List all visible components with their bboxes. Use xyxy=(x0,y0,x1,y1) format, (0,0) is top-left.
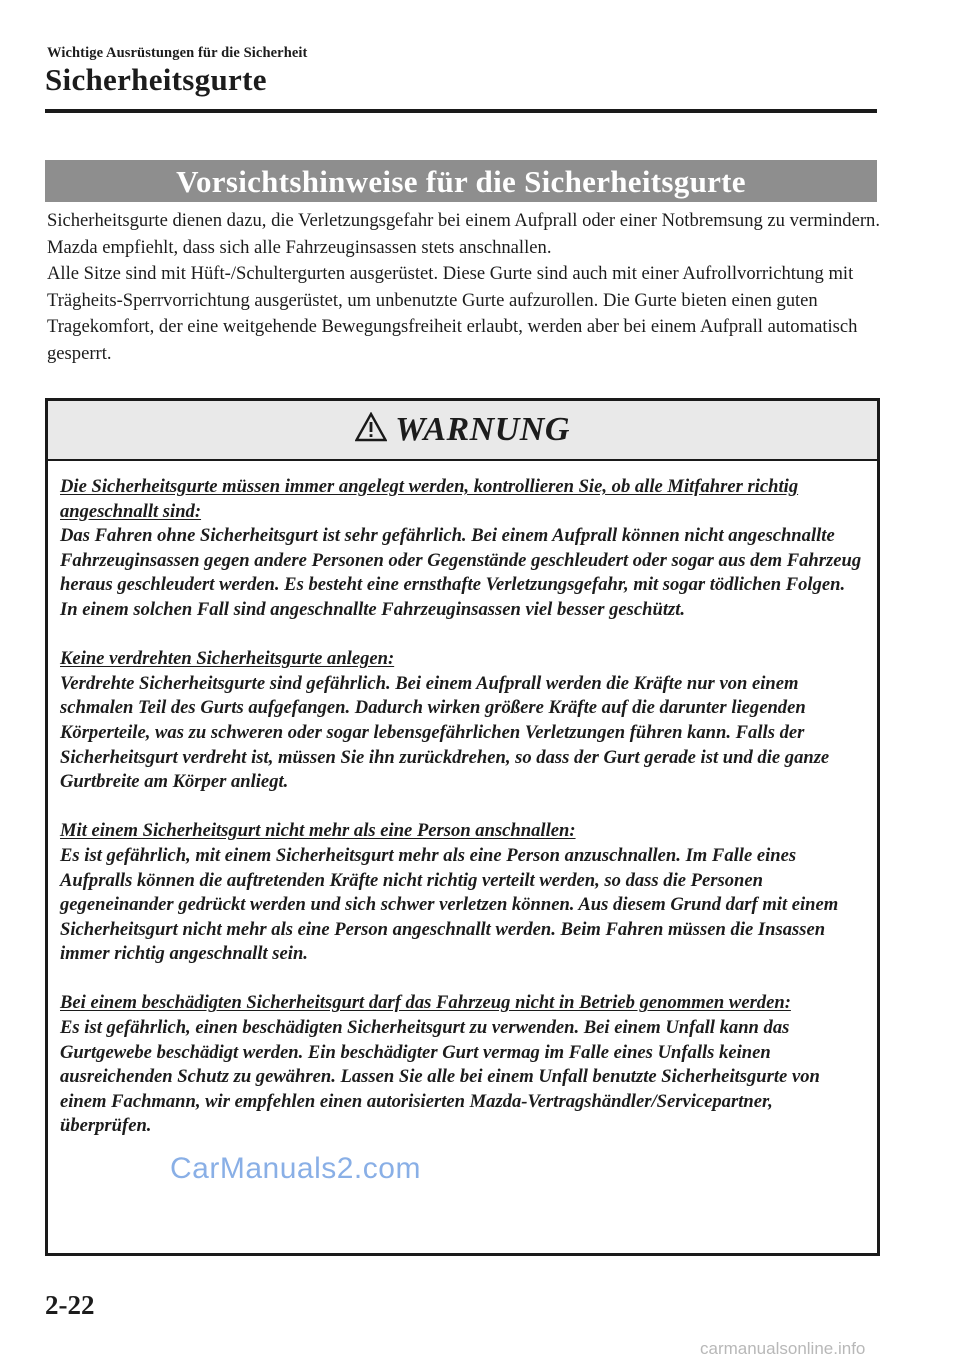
header-subtitle: Wichtige Ausrüstungen für die Sicherheit xyxy=(47,45,308,61)
warning-item xyxy=(60,647,867,795)
watermark-overlay: CarManuals2.com xyxy=(170,1152,421,1185)
warning-box xyxy=(45,398,880,1256)
header-divider xyxy=(45,109,877,113)
warning-item-heading: Bei einem beschädigten Sicherheitsgurt darf das Fahrzeug nicht in Betrieb genommen werden: xyxy=(60,992,791,1014)
warning-item-text: Das Fahren ohne Sicherheitsgurt ist sehr gefährlich. Bei einem Aufprall können nicht angeschnallte Fahrzeuginsassen gegen andere Personen oder Gegenstände geschleudert oder sogar aus dem Fahrzeug heraus geschleudert werden. Es besteht eine ernsthafte Verletzungsgefahr, mit sogar tödlichen Folgen. In einem solchen Fall sind angeschnallte Fahrzeuginsassen viel besser geschützt. xyxy=(60,525,862,620)
warning-item-text: Es ist gefährlich, einen beschädigten Sicherheitsgurt zu verwenden. Bei einem Unfall kann das Gurtgewebe beschädigt werden. Ein beschädigter Gurt vermag im Falle eines Unfalls keinen ausreichenden Schutz zu gewähren. Lassen Sie alle bei einem Unfall benutzte Sicherheitsgurte von einem Fachmann, wir empfehlen einen autorisierten Mazda-Vertragshändler/Servicepartner, überprüfen. xyxy=(60,1017,820,1137)
warning-item xyxy=(60,991,867,1139)
warning-item-heading: Keine verdrehten Sicherheitsgurte anlegen: xyxy=(60,648,395,670)
warning-body xyxy=(48,461,877,1139)
watermark-footer: carmanualsonline.info xyxy=(700,1339,866,1358)
warning-item-text: Verdrehte Sicherheitsgurte sind gefährlich. Bei einem Aufprall werden die Kräfte nur von einem schmalen Teil des Gurts aufgefangen. Dadurch wirken größere Kräfte auf die darunter liegenden Körperteile, was zu schweren oder sogar lebensgefährlichen Verletzungen führen kann. Falls der Sicherheitsgurt verdreht ist, müssen Sie ihn zurückdrehen, so dass der Gurt gerade ist und die ganze Gurtbreite am Körper anliegt. xyxy=(60,672,830,793)
warning-title: WARNUNG xyxy=(395,411,570,448)
intro-paragraph: Sicherheitsgurte dienen dazu, die Verletzungsgefahr bei einem Aufprall oder einer Notbremsung zu vermindern. Mazda empfiehlt, dass sich alle Fahrzeuginsassen stets anschnallen. xyxy=(47,210,880,258)
page-title: Sicherheitsgurte xyxy=(45,62,267,97)
warning-item xyxy=(60,475,867,623)
section-title-banner: Vorsichtshinweise für die Sicherheitsgurte xyxy=(45,160,877,202)
warning-item-heading: Mit einem Sicherheitsgurt nicht mehr als eine Person anschnallen: xyxy=(60,820,576,842)
warning-item-heading: Die Sicherheitsgurte müssen immer angelegt werden, kontrollieren Sie, ob alle Mitfahrer richtig angeschnallt sind: xyxy=(60,476,799,522)
intro-text xyxy=(47,208,882,367)
intro-paragraph: Alle Sitze sind mit Hüft-/Schultergurten ausgerüstet. Diese Gurte sind auch mit einer Aufrollvorrichtung mit Trägheits-Sperrvorrichtung ausgerüstet, um unbenutzte Gurte aufzurollen. Die Gurte bieten einen guten Tragekomfort, der eine weitgehende Bewegungsfreiheit erlaubt, werden aber bei einem Aufprall automatisch gesperrt. xyxy=(47,263,858,364)
warning-header xyxy=(48,401,877,461)
page-number: 2-22 xyxy=(45,1290,95,1320)
warning-item-text: Es ist gefährlich, mit einem Sicherheitsgurt mehr als eine Person anzuschnallen. Im Falle eines Aufpralls können die auftretenden Kräfte nicht richtig verteilt werden, so dass die Personen gegeneinander gedrückt werden und sich schwer verletzen können. Aus diesem Grund darf mit einem Sicherheitsgurt nicht mehr als eine Person angeschnallt werden. Beim Fahren müssen die Insassen immer richtig angeschnallt sein. xyxy=(60,844,839,965)
warning-item xyxy=(60,819,867,967)
warning-triangle-icon xyxy=(355,414,395,447)
